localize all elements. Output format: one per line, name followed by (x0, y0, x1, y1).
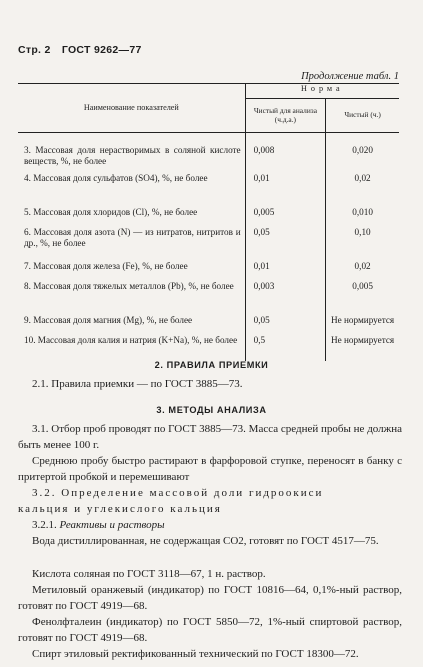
paragraph-3-1-cont: Среднюю пробу быстро растирают в фарфоровой ступке, переносят в банку с притертой пробкой и перемешивают (18, 455, 402, 483)
value-ch: 0,10 (326, 221, 399, 255)
paragraph-3-2-1-title: Реактивы и растворы (59, 519, 165, 531)
indicator-name: 4. Массовая доля сульфатов (SO4), %, не более (24, 172, 208, 183)
table-continuation-label: Продолжение табл. 1 (301, 71, 399, 82)
paragraph-3-2-1 (18, 517, 402, 533)
reagent-hcl: Кислота соляная по ГОСТ 3118—67, 1 н. раствор. (32, 568, 266, 580)
indicator-name: 5. Массовая доля хлоридов (Cl), %, не более (24, 206, 198, 217)
table-row (18, 221, 399, 255)
value-ch: 0,02 (326, 255, 399, 275)
paragraph-3-2-line1: 3.2. Определение массовой доли гидроокиси (32, 487, 324, 499)
value-chda: 0,5 (245, 329, 326, 361)
standard-code: ГОСТ 9262—77 (61, 44, 142, 56)
value-chda: 0,01 (245, 167, 326, 201)
indicator-column-header: Наименование показателей (18, 84, 245, 133)
paragraph-2-1: 2.1. Правила приемки — по ГОСТ 3885—73. (32, 378, 243, 390)
indicator-name: 9. Массовая доля магния (Mg), %, не более (24, 314, 193, 325)
indicator-name: 8. Массовая доля тяжелых металлов (Pb), %, не более (24, 280, 234, 291)
paragraph-3-2-1-number: 3.2.1. (32, 519, 57, 531)
indicator-name: 6. Массовая доля азота (N) — из нитратов, нитритов и др., %, не более (24, 226, 241, 248)
table-row (18, 133, 399, 167)
value-chda: 0,003 (245, 275, 326, 309)
reagent-water: Вода дистиллированная, не содержащая CO2, готовят по ГОСТ 4517—75. (32, 535, 379, 547)
value-ch: Не нормируется (326, 329, 399, 361)
table-row (18, 167, 399, 201)
table-body (18, 133, 399, 361)
page-number: Стр. 2 (18, 44, 51, 56)
chda-column-header: Чистый для анализа (ч.д.а.) (245, 99, 326, 133)
value-ch: Не нормируется (326, 309, 399, 329)
table-row (18, 201, 399, 221)
norma-column-header: Норма (245, 84, 399, 99)
value-ch: 0,005 (326, 275, 399, 309)
section-3-title: 3. МЕТОДЫ АНАЛИЗА (156, 405, 267, 415)
paragraph-3-2-line2: кальция и углекислого кальция (18, 503, 222, 515)
table-header-row (18, 84, 399, 99)
value-ch: 0,020 (326, 133, 399, 167)
table-row (18, 255, 399, 275)
value-chda: 0,05 (245, 221, 326, 255)
page-header (18, 44, 150, 56)
ch-column-header: Чистый (ч.) (326, 99, 399, 133)
table-row (18, 275, 399, 309)
value-ch: 0,02 (326, 167, 399, 201)
paragraph-3-1: 3.1. Отбор проб проводят по ГОСТ 3885—73. Масса средней пробы не должна быть менее 100 г. (18, 423, 402, 451)
paragraph-3-2 (18, 485, 402, 501)
section-2-title: 2. ПРАВИЛА ПРИЕМКИ (154, 360, 269, 370)
norms-table (18, 83, 399, 361)
reagent-phenolphthalein: Фенолфталеин (индикатор) по ГОСТ 5850—72, 1%-ный спиртовой раствор, готовят по ГОСТ 4919—68. (18, 616, 402, 644)
table-row (18, 329, 399, 361)
table-row (18, 309, 399, 329)
value-chda: 0,01 (245, 255, 326, 275)
reagent-ethanol: Спирт этиловый ректификованный технический по ГОСТ 18300—72. (32, 648, 359, 660)
indicator-name: 3. Массовая доля нерастворимых в соляной кислоте веществ, %, не более (24, 145, 241, 166)
indicator-name: 10. Массовая доля калия и натрия (K+Na), %, не более (24, 334, 238, 345)
value-chda: 0,008 (245, 133, 326, 167)
value-chda: 0,05 (245, 309, 326, 329)
value-chda: 0,005 (245, 201, 326, 221)
reagent-methyl-orange: Метиловый оранжевый (индикатор) по ГОСТ 10816—64, 0,1%-ный раствор, готовят по ГОСТ 4919—68. (18, 584, 402, 612)
value-ch: 0,010 (326, 201, 399, 221)
indicator-name: 7. Массовая доля железа (Fe), %, не более (24, 260, 188, 271)
